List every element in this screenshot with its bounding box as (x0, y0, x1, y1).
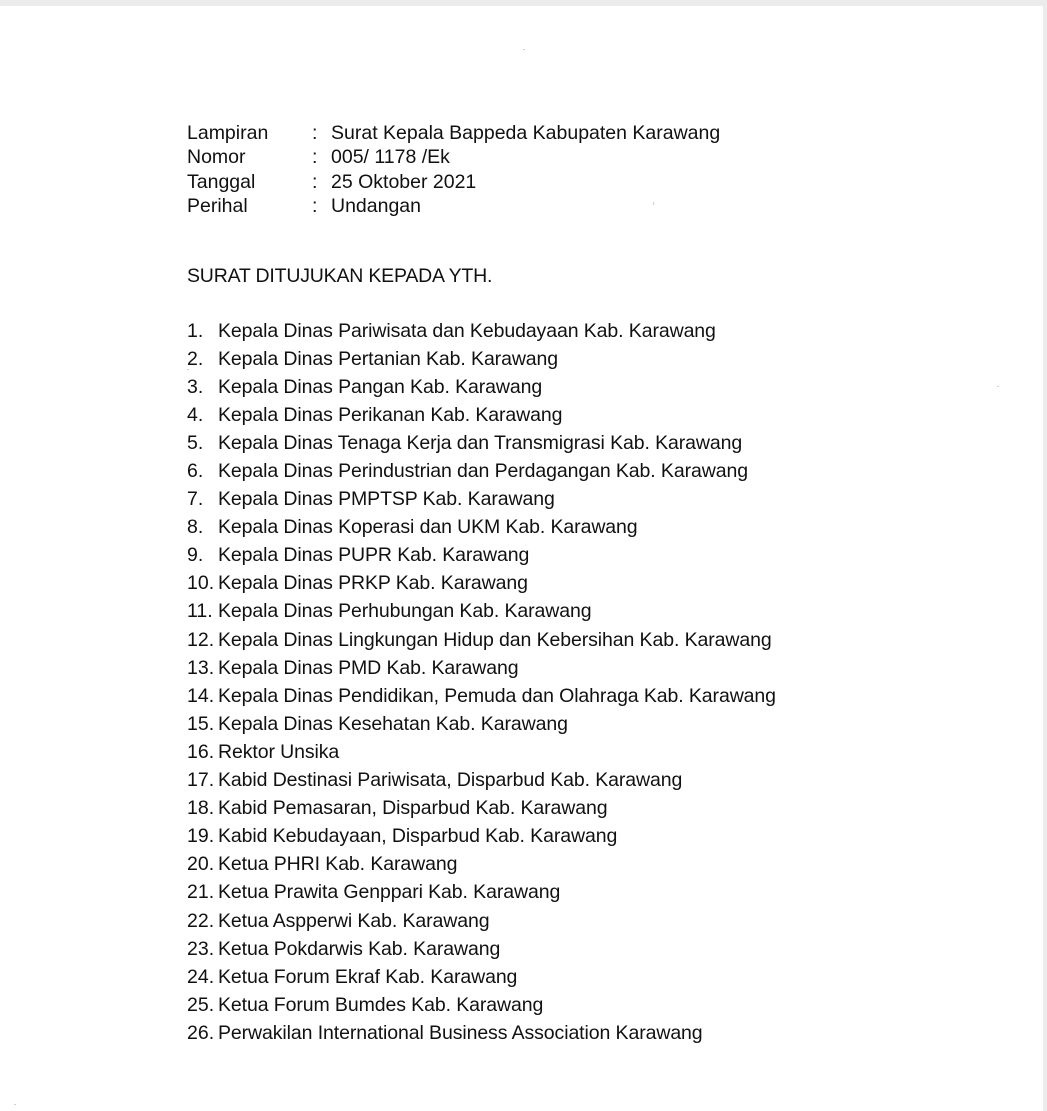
header-row-lampiran (187, 121, 720, 146)
recipient-number: 2. (187, 347, 204, 370)
recipient-name: Ketua Aspperwi Kab. Karawang (218, 909, 490, 932)
recipient-name: Kepala Dinas PRKP Kab. Karawang (218, 572, 528, 595)
header-value: Undangan (331, 195, 421, 218)
recipients-heading: SURAT DITUJUKAN KEPADA YTH. (187, 265, 493, 287)
recipient-number: 3. (187, 375, 204, 398)
recipient-name: Kepala Dinas Kesehatan Kab. Karawang (218, 712, 568, 735)
recipient-name: Ketua Pokdarwis Kab. Karawang (218, 937, 501, 960)
recipient-item (187, 457, 776, 485)
recipient-item (187, 767, 776, 795)
recipient-number: 7. (187, 488, 204, 511)
recipient-item (187, 1019, 776, 1047)
recipient-name: Perwakilan International Business Association Karawang (218, 1021, 703, 1044)
recipient-number: 14. (187, 684, 215, 707)
scan-speck (997, 386, 999, 387)
recipient-name: Ketua Forum Ekraf Kab. Karawang (218, 965, 518, 988)
recipient-item (187, 570, 776, 598)
header-label: Tanggal (187, 170, 256, 193)
recipient-name: Kepala Dinas Koperasi dan UKM Kab. Karawang (218, 516, 638, 539)
recipient-item (187, 991, 776, 1019)
recipient-name: Kepala Dinas Perikanan Kab. Karawang (218, 403, 563, 426)
recipient-item (187, 486, 776, 514)
recipient-number: 4. (187, 403, 204, 426)
recipient-item (187, 879, 776, 907)
recipient-number: 23. (187, 937, 215, 960)
recipient-item (187, 317, 776, 345)
recipient-number: 12. (187, 628, 215, 651)
recipient-number: 15. (187, 712, 215, 735)
header-label: Lampiran (187, 121, 269, 144)
recipient-number: 9. (187, 544, 204, 567)
header-value: 25 Oktober 2021 (331, 170, 477, 193)
recipient-name: Kepala Dinas Perindustrian dan Perdagangan Kab. Karawang (218, 460, 748, 483)
recipient-item (187, 626, 776, 654)
recipient-item (187, 429, 776, 457)
recipient-name: Rektor Unsika (218, 740, 340, 763)
recipient-name: Kepala Dinas Lingkungan Hidup dan Kebersihan Kab. Karawang (218, 628, 772, 651)
recipient-number: 22. (187, 909, 215, 932)
recipient-item (187, 654, 776, 682)
header-colon: : (312, 121, 318, 144)
header-value: Surat Kepala Bappeda Kabupaten Karawang (331, 121, 721, 144)
recipient-number: 18. (187, 797, 215, 820)
recipient-item (187, 710, 776, 738)
recipient-name: Kepala Dinas PUPR Kab. Karawang (218, 544, 530, 567)
recipient-number: 20. (187, 853, 215, 876)
recipient-number: 17. (187, 769, 215, 792)
recipient-number: 19. (187, 825, 215, 848)
recipient-item (187, 514, 776, 542)
recipient-name: Kabid Pemasaran, Disparbud Kab. Karawang (218, 797, 608, 820)
recipient-item (187, 823, 776, 851)
recipient-item (187, 795, 776, 823)
recipient-number: 10. (187, 572, 215, 595)
header-label: Nomor (187, 146, 246, 169)
recipient-number: 16. (187, 740, 215, 763)
scan-speck (523, 49, 525, 50)
recipient-number: 26. (187, 1021, 215, 1044)
recipient-item (187, 682, 776, 710)
recipient-number: 6. (187, 460, 204, 483)
recipient-number: 13. (187, 656, 215, 679)
recipient-name: Ketua PHRI Kab. Karawang (218, 853, 458, 876)
recipient-number: 11. (187, 600, 213, 623)
recipient-name: Kepala Dinas Tenaga Kerja dan Transmigrasi Kab. Karawang (218, 431, 743, 454)
header-row-nomor (187, 146, 720, 171)
header-colon: : (312, 170, 318, 193)
recipient-name: Kepala Dinas Pariwisata dan Kebudayaan Kab. Karawang (218, 319, 716, 342)
recipient-number: 24. (187, 965, 215, 988)
letter-header (187, 121, 720, 219)
recipient-name: Kepala Dinas PMD Kab. Karawang (218, 656, 519, 679)
recipient-item (187, 373, 776, 401)
recipients-list (187, 317, 776, 1047)
recipient-name: Kepala Dinas PMPTSP Kab. Karawang (218, 488, 555, 511)
recipient-name: Kepala Dinas Perhubungan Kab. Karawang (218, 600, 592, 623)
recipient-item (187, 542, 776, 570)
recipient-name: Kepala Dinas Pangan Kab. Karawang (218, 375, 543, 398)
header-label: Perihal (187, 195, 248, 218)
scan-speck (14, 1104, 16, 1105)
recipient-item (187, 935, 776, 963)
recipient-item (187, 963, 776, 991)
recipient-item (187, 598, 776, 626)
header-value: 005/ 1178 /Ek (331, 146, 450, 169)
recipient-item (187, 851, 776, 879)
recipient-item (187, 401, 776, 429)
recipient-number: 25. (187, 993, 215, 1016)
recipient-item (187, 738, 776, 766)
scanned-letter-page (0, 6, 1043, 1111)
header-row-perihal (187, 195, 720, 220)
recipient-name: Kabid Destinasi Pariwisata, Disparbud Kab. Karawang (218, 769, 683, 792)
header-colon: : (312, 146, 318, 169)
header-colon: : (312, 195, 318, 218)
recipient-name: Ketua Prawita Genppari Kab. Karawang (218, 881, 561, 904)
recipient-number: 21. (187, 881, 215, 904)
recipient-item (187, 907, 776, 935)
recipient-item (187, 345, 776, 373)
recipient-number: 5. (187, 431, 204, 454)
recipient-name: Ketua Forum Bumdes Kab. Karawang (218, 993, 544, 1016)
recipient-name: Kepala Dinas Pertanian Kab. Karawang (218, 347, 559, 370)
recipient-number: 8. (187, 516, 204, 539)
recipient-number: 1. (187, 319, 204, 342)
header-row-tanggal (187, 170, 720, 195)
recipient-name: Kabid Kebudayaan, Disparbud Kab. Karawang (218, 825, 618, 848)
recipient-name: Kepala Dinas Pendidikan, Pemuda dan Olahraga Kab. Karawang (218, 684, 776, 707)
